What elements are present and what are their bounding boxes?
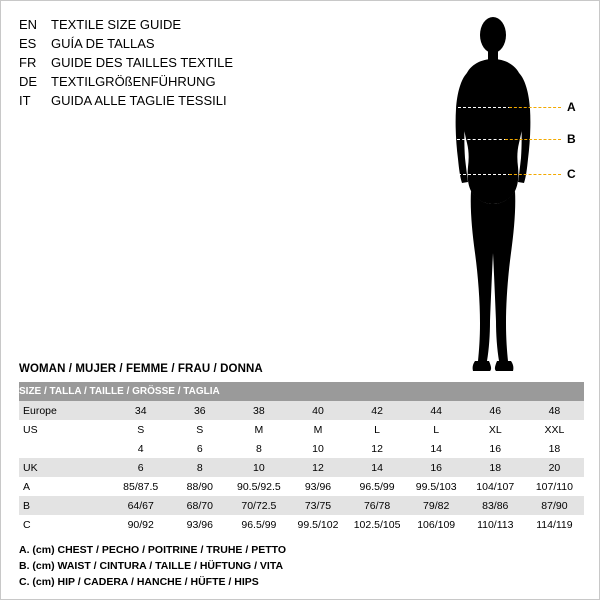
table-cell: 40 — [288, 401, 347, 420]
table-cell: M — [229, 420, 288, 439]
table-cell: 16 — [466, 439, 525, 458]
language-title: GUIDE DES TAILLES TEXTILE — [51, 55, 234, 70]
table-cell: 79/82 — [407, 496, 466, 515]
table-header-row — [19, 382, 584, 401]
row-label: UK — [19, 458, 111, 477]
language-title: TEXTILGRÖßENFÜHRUNG — [51, 74, 216, 89]
table-cell: 64/67 — [111, 496, 170, 515]
table-cell: 68/70 — [170, 496, 229, 515]
size-table — [19, 382, 584, 534]
female-body-silhouette-icon — [423, 9, 563, 374]
table-cell: 10 — [288, 439, 347, 458]
table-cell: 12 — [348, 439, 407, 458]
table-cell: 110/113 — [466, 515, 525, 534]
table-cell: 83/86 — [466, 496, 525, 515]
language-title-list — [19, 15, 349, 110]
table-cell: 85/87.5 — [111, 477, 170, 496]
table-cell: 114/119 — [525, 515, 584, 534]
table-cell: 104/107 — [466, 477, 525, 496]
table-cell: 90/92 — [111, 515, 170, 534]
table-cell: 99.5/102 — [288, 515, 347, 534]
table-cell: 10 — [229, 458, 288, 477]
language-code: EN — [19, 17, 38, 32]
row-label: C — [19, 515, 111, 534]
table-cell: L — [348, 420, 407, 439]
table-cell: M — [288, 420, 347, 439]
language-row — [19, 34, 349, 53]
table-cell: 46 — [466, 401, 525, 420]
table-row — [19, 401, 584, 420]
language-title: GUÍA DE TALLAS — [51, 36, 155, 51]
language-row — [19, 15, 349, 34]
table-cell: S — [170, 420, 229, 439]
table-cell: 48 — [525, 401, 584, 420]
measure-line-b-outer — [505, 139, 561, 140]
table-cell: 107/110 — [525, 477, 584, 496]
table-cell: 93/96 — [288, 477, 347, 496]
language-row — [19, 53, 349, 72]
table-cell: 34 — [111, 401, 170, 420]
body-figure-diagram — [401, 9, 591, 374]
language-code: FR — [19, 55, 37, 70]
measure-line-b-inner — [457, 139, 507, 140]
measure-label-b: B — [567, 132, 576, 146]
table-cell: 8 — [170, 458, 229, 477]
table-cell: 106/109 — [407, 515, 466, 534]
table-cell: 6 — [170, 439, 229, 458]
table-header-label: SIZE / TALLA / TAILLE / GRÖSSE / TAGLIA — [19, 382, 584, 401]
table-row — [19, 477, 584, 496]
table-row — [19, 439, 584, 458]
table-cell: 18 — [525, 439, 584, 458]
table-cell: 14 — [407, 439, 466, 458]
table-cell: XL — [466, 420, 525, 439]
table-group-title: WOMAN / MUJER / FEMME / FRAU / DONNA — [19, 363, 263, 375]
measure-label-c: C — [567, 167, 576, 181]
table-cell: 99.5/103 — [407, 477, 466, 496]
measure-line-c-inner — [453, 174, 511, 175]
table-cell: S — [111, 420, 170, 439]
table-cell: 42 — [348, 401, 407, 420]
measure-line-a-inner — [453, 107, 511, 108]
language-code: DE — [19, 74, 38, 89]
table-cell: 14 — [348, 458, 407, 477]
table-cell: 90.5/92.5 — [229, 477, 288, 496]
table-cell: 87/90 — [525, 496, 584, 515]
table-cell: 102.5/105 — [348, 515, 407, 534]
table-cell: 6 — [111, 458, 170, 477]
row-label — [19, 439, 111, 458]
table-cell: 93/96 — [170, 515, 229, 534]
measure-line-c-outer — [509, 174, 561, 175]
table-cell: 76/78 — [348, 496, 407, 515]
note-c: C. (cm) HIP / CADERA / HANCHE / HÜFTE / HIPS — [19, 576, 259, 588]
row-label: B — [19, 496, 111, 515]
table-cell: XXL — [525, 420, 584, 439]
table-cell: 4 — [111, 439, 170, 458]
table-cell: 12 — [288, 458, 347, 477]
table-row — [19, 420, 584, 439]
language-title: TEXTILE SIZE GUIDE — [51, 17, 182, 32]
language-code: IT — [19, 93, 31, 108]
language-title: GUIDA ALLE TAGLIE TESSILI — [51, 93, 227, 108]
table-cell: 36 — [170, 401, 229, 420]
table-row — [19, 458, 584, 477]
language-code: ES — [19, 36, 37, 51]
table-cell: 18 — [466, 458, 525, 477]
measure-label-a: A — [567, 100, 576, 114]
table-cell: 73/75 — [288, 496, 347, 515]
row-label: US — [19, 420, 111, 439]
table-cell: 44 — [407, 401, 466, 420]
table-cell: 20 — [525, 458, 584, 477]
table-cell: 96.5/99 — [229, 515, 288, 534]
language-row — [19, 72, 349, 91]
table-cell: 16 — [407, 458, 466, 477]
note-b: B. (cm) WAIST / CINTURA / TAILLE / HÜFTUNG / VITA — [19, 560, 284, 572]
note-a: A. (cm) CHEST / PECHO / POITRINE / TRUHE / PETTO — [19, 544, 287, 556]
row-label: Europe — [19, 401, 111, 420]
table-row — [19, 515, 584, 534]
table-cell: 8 — [229, 439, 288, 458]
measure-line-a-outer — [509, 107, 561, 108]
measurement-notes — [19, 542, 286, 590]
table-cell: L — [407, 420, 466, 439]
table-cell: 70/72.5 — [229, 496, 288, 515]
table-row — [19, 496, 584, 515]
table-cell: 96.5/99 — [348, 477, 407, 496]
table-cell: 38 — [229, 401, 288, 420]
table-cell: 88/90 — [170, 477, 229, 496]
language-row — [19, 91, 349, 110]
row-label: A — [19, 477, 111, 496]
